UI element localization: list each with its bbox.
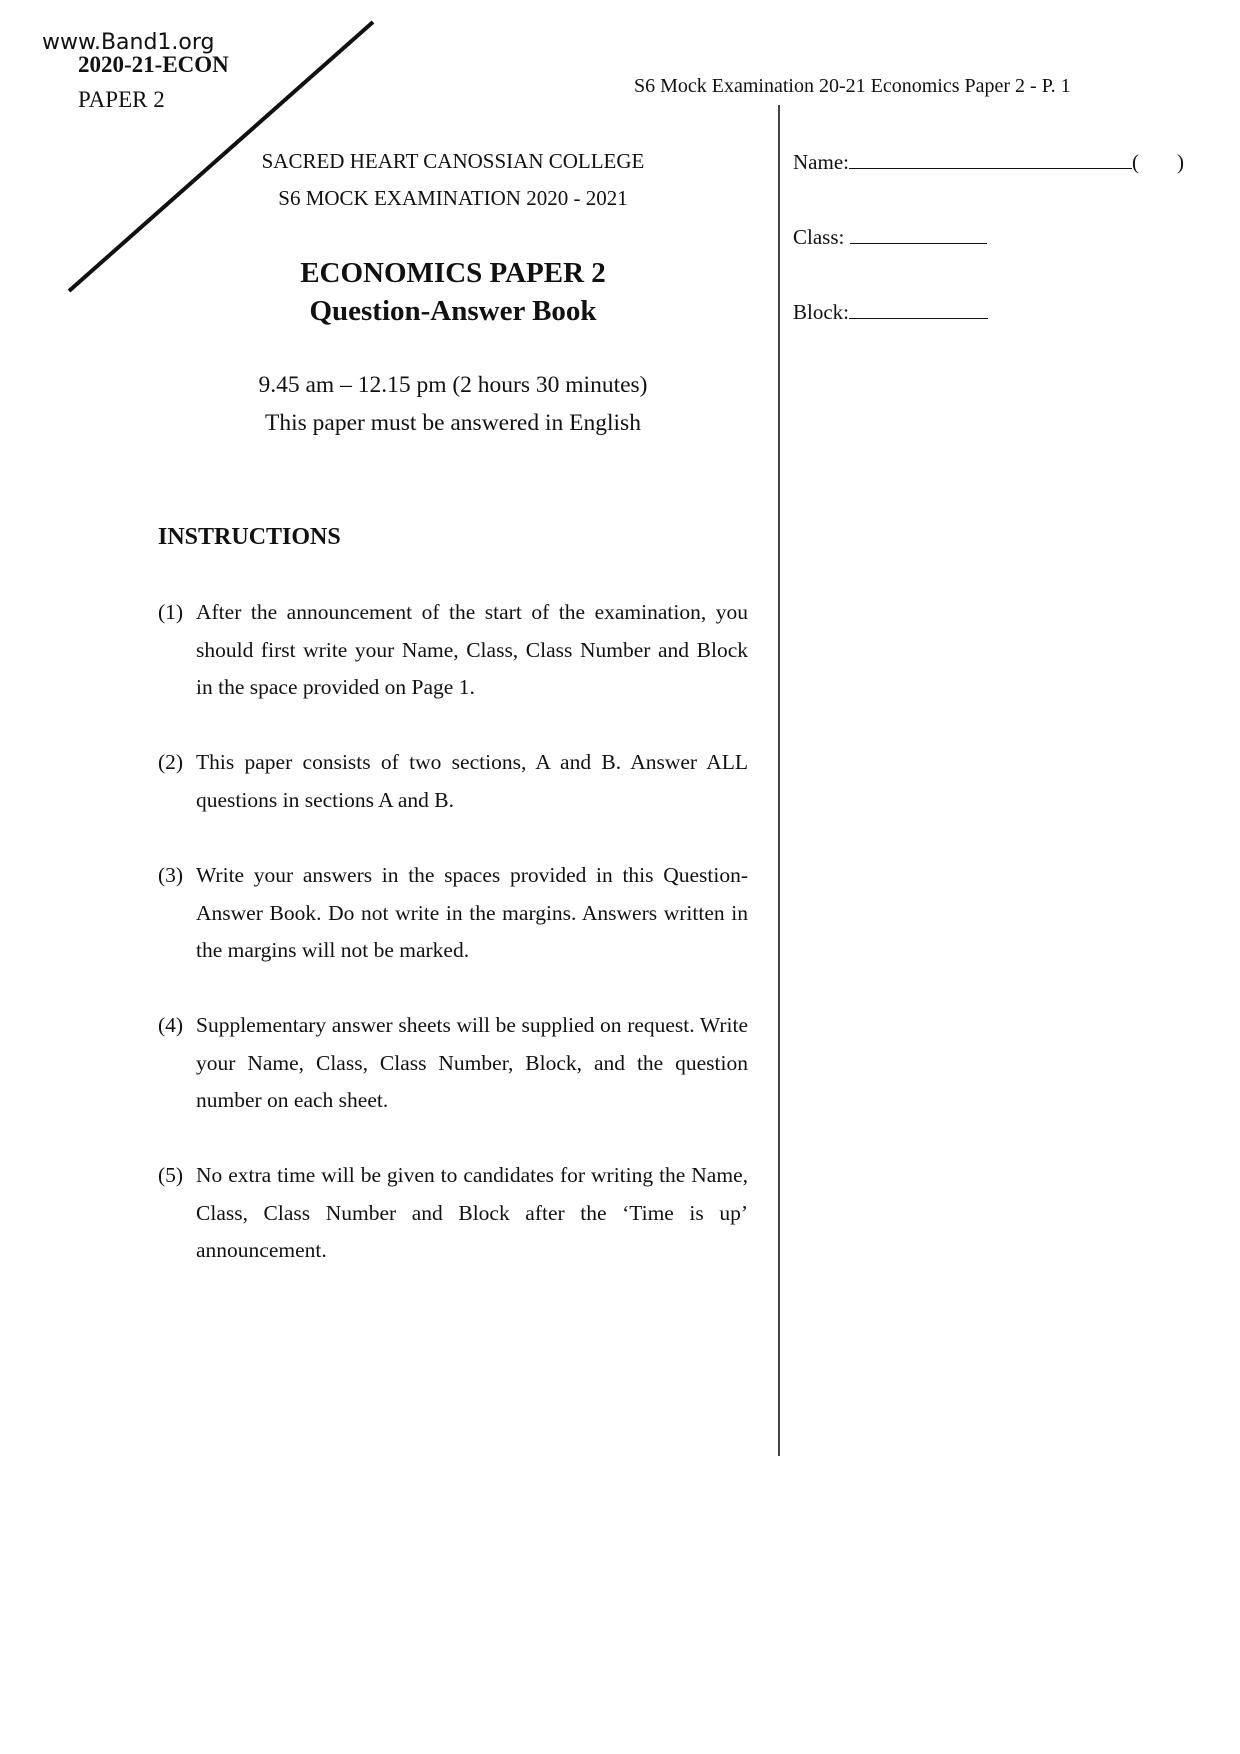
instruction-item <box>158 1157 748 1270</box>
class-label: Class: <box>793 225 845 249</box>
block-blank[interactable] <box>849 300 988 319</box>
watermark: www.Band1.org <box>42 30 215 55</box>
book-title: Question-Answer Book <box>309 295 597 327</box>
class-number-open: ( <box>1131 150 1139 174</box>
subject-title: ECONOMICS PAPER 2 <box>300 257 606 289</box>
language-note: This paper must be answered in English <box>265 410 641 436</box>
instruction-item <box>158 857 748 970</box>
item-text: This paper consists of two sections, A and B. Answer ALL questions in sections A and B. <box>196 750 748 812</box>
item-text: After the announcement of the start of the examination, you should first write your Name, Class, Class Number and Block in the space provided on Page 1. <box>196 600 748 700</box>
paper-label: PAPER 2 <box>78 87 165 112</box>
name-blank[interactable] <box>849 150 1132 169</box>
class-blank[interactable] <box>850 225 987 244</box>
item-number: (3) <box>158 863 184 887</box>
block-label: Block: <box>793 300 849 324</box>
instruction-item <box>158 744 748 819</box>
instruction-item <box>158 1007 748 1120</box>
paper-code: 2020-21-ECON <box>78 52 229 72</box>
column-divider <box>778 105 780 1456</box>
class-field[interactable] <box>793 225 987 250</box>
item-number: (4) <box>158 1013 184 1037</box>
exam-name: S6 MOCK EXAMINATION 2020 - 2021 <box>278 186 628 210</box>
instructions-heading: INSTRUCTIONS <box>158 524 341 550</box>
instruction-item <box>158 594 748 707</box>
running-header: S6 Mock Examination 20-21 Economics Paper 2 - P. 1 <box>634 75 1071 97</box>
item-text: Write your answers in the spaces provided in this Question-Answer Book. Do not write in the margins. Answers written in the margins will not be marked. <box>196 863 748 963</box>
item-number: (2) <box>158 750 184 774</box>
item-text: No extra time will be given to candidates for writing the Name, Class, Class Number and Block after the ‘Time is up’ announcement. <box>196 1163 748 1263</box>
item-text: Supplementary answer sheets will be supplied on request. Write your Name, Class, Class Number, Block, and the question number on each sheet. <box>196 1013 748 1113</box>
block-field[interactable] <box>793 300 988 325</box>
exam-time: 9.45 am – 12.15 pm (2 hours 30 minutes) <box>258 372 648 398</box>
school-name: SACRED HEART CANOSSIAN COLLEGE <box>261 149 645 173</box>
item-number: (5) <box>158 1163 184 1187</box>
name-field[interactable] <box>793 150 1184 175</box>
name-label: Name: <box>793 150 849 174</box>
class-number-close: ) <box>1176 150 1184 174</box>
item-number: (1) <box>158 600 184 624</box>
